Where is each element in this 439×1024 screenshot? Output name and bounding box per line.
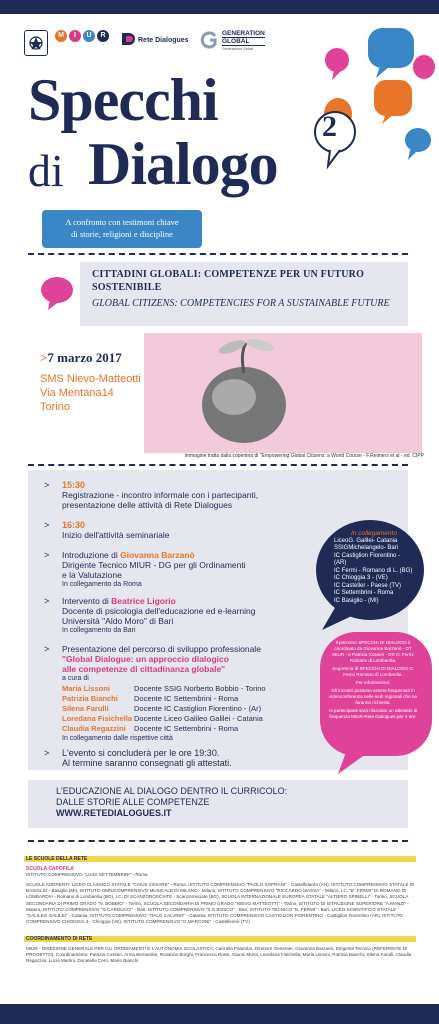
generation-text: GENERATION — [222, 30, 265, 37]
subtitle-box — [42, 210, 202, 248]
presenter-name: Silena Farulli — [62, 704, 109, 713]
bullet-arrow-icon: > — [44, 480, 50, 490]
venue-line1: SMS Nievo-Matteotti — [40, 373, 141, 385]
program-time-2: 16:30 — [62, 520, 86, 530]
subtitle-line2: di storie, religioni e discipline — [71, 229, 173, 239]
coord-header: COORDINAMENTO DI RETE — [26, 936, 93, 942]
pink-info-p1: Il percorso SPECCHI DI DIALOGO è coordinato da Giovanna Barzanò - DT MIUR - e Patrizia Cosseri - DS IC Fermi Romano di Lombardia. — [332, 640, 414, 663]
presenter-name: Loredana Fisichella — [62, 714, 133, 723]
photo-caption: Immagine tratta dalla copertina di "Empowering Global Citizens: a World Course - F.Reimers et al - ed. CIPP — [184, 453, 424, 459]
connected-item: LiceoG. Galilei- Catania — [334, 537, 398, 544]
program-item-1 — [62, 480, 312, 510]
rete-dialogues-logo-icon — [120, 31, 136, 47]
bullet-arrow-icon: > — [44, 596, 50, 606]
title-specchi: Specchi — [28, 67, 218, 133]
talk-role1: Docente di psicologia dell'educazione ed e-learning — [62, 606, 256, 616]
generation-global-subtext: Generazione Global — [222, 47, 254, 51]
schools-list: SCUOLE ADERENTI: LICEO CLASSICO STATALE "CAIUS CESARE" - Roma, ISTITUTO COMPRENSIVO "PAOLO SOPRANI" - Castelfidardo (AN), ISTITUTO COMPRENSIVO STATALE DI BASIGLIO - Basiglio (MI), ISTITUTO OMNICOMPRENSIVO MUSICALE DI MILANO - Milano, ISTITUTO COMPRENSIVO "RICCARDO MASSA" - Milano, I.C. "E. FERMI" DI ROMANO DI LOMBARDIA - Romano di Lombardia (BG), I.C. DI SCANZOROSCIATE - Scanzorosciate (BG), SCUOLA INTERNAZIONALE EUROPEA STATALE "ALTIERO SPINELLI" - Torino, SCUOLA SECONDARIA DI PRIMO GRADO "N. BOBBIO" - Torino, SCUOLA SECONDARIA DI PRIMO GRADO "NIEVO MATTEOTTI" - Torino, ISTITUTO DI ISTRUZIONE SUPERIORE "A.MANZI" - Matera, ISTITUTO COMPRENSIVO "G.CARDUCCI" - Bari, ISTITUTO COMPRENSIVO "S.G.BOSCO" - Bari, ISTITUTO TECNICO "E. FERMI" - Bari, LICEO SCIENTIFICO STATALE "GALILEO GALILEI" - Catania, ISTITUTO COMPRENSIVO "ITALO CALVINO" - Catania, ISTITUTO COMPRENSIVO CASTIGLION FIORENTINO - Castiglion Fiorentino (AR), ISTITUTO COMPRENSIVO CHIOGGIA 3 - Chioggia (VE), ISTITUTO COMPRENSIVO "G.MARCONI" - Castelleone (TV) — [26, 882, 415, 925]
connected-list — [334, 530, 414, 605]
connected-item: IC Fermi - Romano di L. (BG) — [334, 567, 413, 574]
title-dialogo: Dialogo — [88, 131, 278, 197]
pink-info-p3: Per informazioni: — [355, 680, 391, 685]
program-closing — [62, 748, 312, 768]
talk-prefix: Intervento di — [62, 596, 112, 606]
presentation-note: In collegamento dalle rispettive città — [62, 735, 173, 742]
connected-item: SSIGMichelangelo- Bari — [334, 545, 399, 551]
intro-role1: Dirigente Tecnico MIUR - DG per gli Ordinamenti — [62, 560, 246, 570]
talk-note: In collegamento da Bari — [62, 627, 136, 634]
presenter-role: Docente Liceo Galileo Galilei - Catania — [134, 714, 263, 723]
presenter-name: Maria Lissoni — [62, 684, 110, 693]
talk-name: Beatrice Ligorio — [111, 596, 176, 606]
generation-global-logo — [222, 30, 265, 53]
program-text-1a: Registrazione - incontro informale con i partecipanti, — [62, 490, 259, 500]
presentation-by: a cura di — [62, 675, 89, 682]
presenter-role: Docente IC Settembrini - Roma — [134, 694, 239, 703]
connected-item: IC Chioggia 3 - (VE) — [334, 575, 388, 581]
presenter-role: Docente IC Settembrini - Roma — [134, 724, 239, 733]
connected-item: IC Basiglio - (MI) — [334, 597, 379, 604]
presentation-title1: "Global Dialogue: un approccio dialogico — [62, 654, 229, 664]
event-venue — [40, 372, 141, 414]
intro-note: In collegamento da Roma — [62, 581, 142, 588]
connected-header: In collegamento — [351, 530, 397, 537]
pink-info-p4: Gli incontri possono essere frequentati in videoconferenza nelle sedi regionali che ne faranno richiesta. — [328, 688, 418, 705]
schools-leader-label: SCUOLA CAPOFILA — [26, 866, 74, 872]
bullet-arrow-icon: > — [44, 520, 50, 530]
pink-info-text — [328, 640, 418, 720]
venue-line2: Via Mentana14 — [40, 387, 114, 399]
program-text-1b: presentazione delle attività di Rete Dialogues — [62, 500, 233, 510]
pink-speech-bubble-icon — [40, 276, 74, 312]
schools-leader: ISTITUTO COMPRENSIVO "LUIGI SETTEMBRINI" - Roma — [26, 872, 148, 877]
connected-item: IC Casteller - Paese (TV) — [334, 582, 402, 589]
global-text: GLOBAL — [222, 37, 265, 46]
intro-name: Giovanna Barzanò — [120, 550, 195, 560]
intro-prefix: Introduzione di — [62, 550, 121, 560]
theme-italian: CITTADINI GLOBALI: COMPETENZE PER UN FUTURO SOSTENIBILE — [92, 269, 365, 293]
date-arrow-icon: > — [40, 350, 48, 365]
closing-line2: Al termine saranno consegnati gli attestati. — [62, 758, 232, 768]
divider-top — [28, 253, 408, 255]
edition-number: 2 — [322, 110, 337, 143]
bullet-arrow-icon: > — [44, 550, 50, 560]
theme-english: GLOBAL CITIZENS: COMPETENCIES FOR A SUSTAINABLE FUTURE — [92, 298, 390, 309]
coord-text: MIUR - DIREZIONE GENERALE PER GLI ORDINAMENTI E L'AUTONOMIA SCOLASTICA: Carmela Palumbo, Direttore Generale; Giovanna Barzanò, Dirigente Tecnico (REFERENTE DI PROGETTO). Coordinamento: Patrizia Cosseri, Anna Bernardini, Rosanna Borghi, Francesca Rossi, Gianni Monti, Loredana Fisichella, Maria Lissoni, Patrizia Bianchi, Silena Farulli, Claudia Regazzini, Lucia Martini, Donatella Cerri, Mario Bianchi. — [26, 946, 412, 964]
program-presentation — [62, 644, 322, 744]
presenter-role: Docente SSIG Norberto Bobbio - Torino — [134, 684, 266, 693]
bullet-arrow-icon: > — [44, 748, 50, 758]
connected-item: IC Settembrini - Roma — [334, 590, 394, 596]
bullet-arrow-icon: > — [44, 644, 50, 654]
presenter-name: Claudia Regazzini — [62, 724, 126, 733]
footer-line1: L'EDUCAZIONE AL DIALOGO DENTRO IL CURRICOLO: — [56, 786, 288, 796]
republic-emblem-icon — [24, 30, 48, 56]
event-photo — [144, 333, 422, 453]
venue-line3: Torino — [40, 401, 70, 413]
top-bar — [0, 0, 439, 14]
presentation-line1: Presentazione del percorso di sviluppo professionale — [62, 644, 261, 654]
presenters-list — [62, 684, 322, 734]
event-date — [40, 350, 122, 366]
program-text-2: Inizio dell'attività seminariale — [62, 530, 170, 540]
program-item-2 — [62, 520, 312, 540]
title-di: di — [28, 145, 64, 196]
divider-middle — [28, 464, 408, 466]
divider-bottom — [28, 840, 408, 842]
footer-line2: DALLE STORIE ALLE COMPETENZE — [56, 797, 210, 807]
miur-logo: M I U R — [55, 30, 109, 42]
footer-message — [56, 786, 287, 819]
presenter-role: Docente IC Castiglion Fiorentino - (Ar) — [134, 704, 262, 713]
connected-item: IC Castiglion Fiorentino - (AR) — [334, 552, 401, 566]
rete-dialogues-logo-text: Rete Dialogues — [138, 37, 189, 44]
pink-info-p5: Ai partecipanti sarà rilasciato un attestato di frequenza MIUR-Rete Dialogues per 4 ore. — [328, 708, 418, 719]
subtitle-line1: A confronto con testimoni chiave — [65, 217, 179, 227]
event-date-text: 7 marzo 2017 — [47, 350, 122, 365]
pink-info-p2: Segreteria di SPECCHI DI DIALOGO IC Fermi Romano di Lombardia. — [332, 666, 414, 677]
talk-role2: Università "Aldo Moro" di Bari — [62, 616, 174, 626]
program-intro — [62, 550, 312, 590]
presentation-title2: alle competenze di cittadinanza globale" — [62, 664, 226, 674]
intro-role2: e la Valutazione — [62, 570, 122, 580]
generation-global-logo-icon — [200, 30, 218, 50]
footer-url[interactable]: WWW.RETEDIALOGUES.IT — [56, 808, 172, 818]
bottom-bar — [0, 1004, 439, 1024]
closing-line1: L'evento si concluderà per le ore 19:30. — [62, 748, 220, 758]
schools-header: LE SCUOLE DELLA RETE — [26, 856, 88, 862]
presenter-name: Patrizia Bianchi — [62, 694, 118, 703]
program-talk — [62, 596, 312, 636]
program-time-1: 15:30 — [62, 480, 86, 490]
